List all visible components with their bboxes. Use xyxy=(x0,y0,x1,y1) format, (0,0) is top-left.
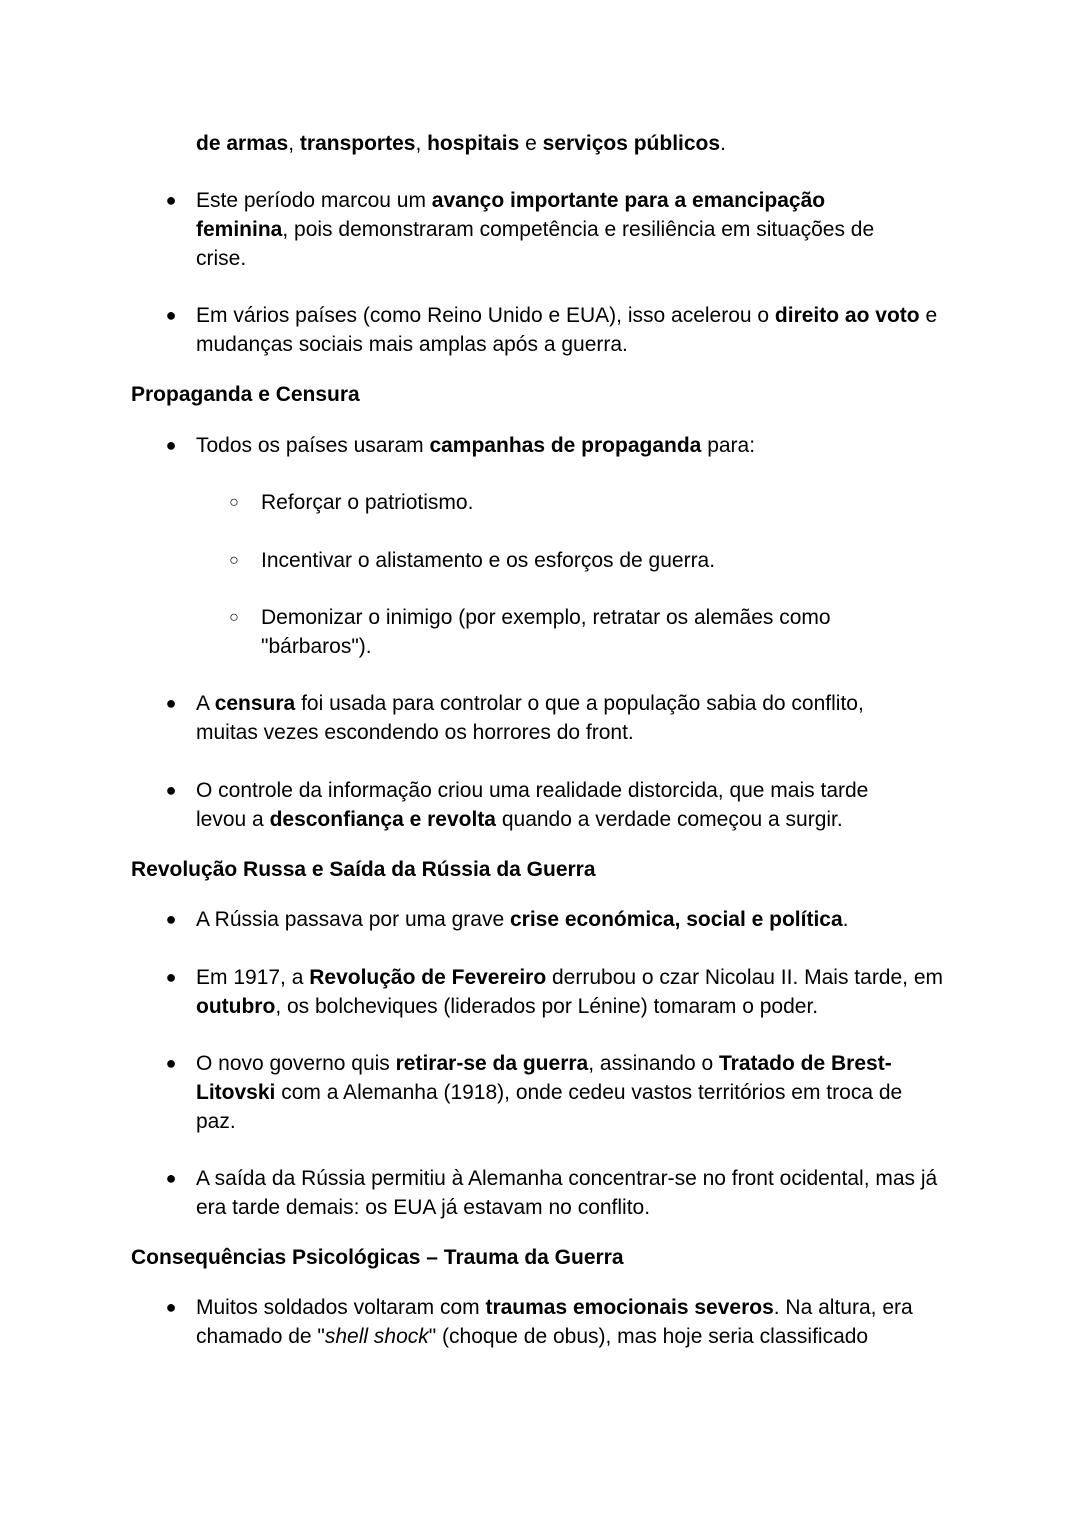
continuation-paragraph xyxy=(196,129,956,158)
text: . xyxy=(842,908,849,931)
list-item xyxy=(196,963,956,1021)
list-item xyxy=(196,905,956,934)
text-bold: retirar-se da guerra xyxy=(395,1052,589,1075)
text-bold: Tratado de Brest-Litovski xyxy=(196,1052,892,1104)
bullet-icon: ● xyxy=(165,190,177,210)
bullet-icon: ● xyxy=(165,909,177,929)
text: Este período marcou um xyxy=(196,189,432,212)
text: O controle da informação criou uma realidade distorcida, que mais tarde levou a xyxy=(196,779,869,831)
sub-bullet-icon: ○ xyxy=(229,552,239,569)
bullet-icon: ● xyxy=(165,435,177,455)
section-heading: Revolução Russa e Saída da Rússia da Guerra xyxy=(131,858,596,881)
text: e xyxy=(519,132,543,155)
text: e mudanças sociais mais amplas após a guerra. xyxy=(196,304,938,356)
text-bold: traumas emocionais severos xyxy=(485,1296,774,1319)
text-bold: hospitais xyxy=(427,132,520,155)
text-bold: crise económica, social e política xyxy=(510,908,843,931)
text: O novo governo quis xyxy=(196,1052,396,1075)
text-bold: campanhas de propaganda xyxy=(429,434,702,457)
text: Muitos soldados voltaram com xyxy=(196,1296,486,1319)
bullet-icon: ● xyxy=(165,1297,177,1317)
text: , xyxy=(288,132,300,155)
text: A saída da Rússia permitiu à Alemanha concentrar-se no front ocidental, mas já era tarde demais: os EUA já estavam no conflito. xyxy=(196,1167,938,1219)
text: quando a verdade começou a surgir. xyxy=(496,808,843,831)
sub-list-item: Reforçar o patriotismo. xyxy=(261,491,474,514)
list-item xyxy=(196,776,916,834)
text: derrubou o czar Nicolau II. Mais tarde, em xyxy=(546,966,944,989)
text-bold: direito ao voto xyxy=(774,304,920,327)
list-item xyxy=(196,1049,926,1136)
list-item xyxy=(196,301,966,359)
text: " (choque de obus), mas hoje seria classificado xyxy=(428,1325,869,1348)
text: foi usada para controlar o que a população sabia do conflito, muitas vezes escondendo os horrores do front. xyxy=(196,692,864,744)
text-italic: shell shock xyxy=(324,1325,429,1348)
text: Em 1917, a xyxy=(196,966,310,989)
text-bold: de armas xyxy=(196,132,289,155)
bullet-icon: ● xyxy=(165,1168,177,1188)
text: para: xyxy=(701,434,756,457)
sub-bullet-icon: ○ xyxy=(229,609,239,626)
text: , os bolcheviques (liderados por Lénine) tomaram o poder. xyxy=(275,995,819,1018)
text: , assinando o xyxy=(588,1052,719,1075)
text: A Rússia passava por uma grave xyxy=(196,908,510,931)
text-bold: censura xyxy=(214,692,296,715)
list-item xyxy=(196,1164,966,1222)
text: . xyxy=(720,132,726,155)
bullet-icon: ● xyxy=(165,693,177,713)
text: Todos os países usaram xyxy=(196,434,430,457)
section-heading: Consequências Psicológicas – Trauma da Guerra xyxy=(131,1246,624,1269)
text: A xyxy=(196,692,215,715)
bullet-icon: ● xyxy=(165,1053,177,1073)
sub-bullet-icon: ○ xyxy=(229,494,239,511)
list-item xyxy=(196,1293,956,1351)
text: com a Alemanha (1918), onde cedeu vastos territórios em troca de paz. xyxy=(196,1081,903,1133)
text: , xyxy=(415,132,428,155)
section-heading: Propaganda e Censura xyxy=(131,383,360,406)
list-item xyxy=(196,186,916,273)
text-bold: serviços públicos xyxy=(542,132,721,155)
list-item xyxy=(196,431,956,460)
text: Em vários países (como Reino Unido e EUA), isso acelerou o xyxy=(196,304,775,327)
text-bold: transportes xyxy=(299,132,416,155)
bullet-icon: ● xyxy=(165,305,177,325)
text-bold: Revolução de Fevereiro xyxy=(309,966,547,989)
text-bold: avanço importante para a emancipação feminina xyxy=(196,189,826,241)
text: . Na altura, era chamado de " xyxy=(196,1296,913,1348)
bullet-icon: ● xyxy=(165,967,177,987)
text: , pois demonstraram competência e resiliência em situações de crise. xyxy=(196,218,875,270)
sub-list-item: Demonizar o inimigo (por exemplo, retratar os alemães como "bárbaros"). xyxy=(261,606,831,658)
text-bold: outubro xyxy=(196,995,276,1018)
list-item xyxy=(196,689,916,747)
sub-list-item: Incentivar o alistamento e os esforços de guerra. xyxy=(261,549,716,572)
bullet-icon: ● xyxy=(165,780,177,800)
text-bold: desconfiança e revolta xyxy=(269,808,496,831)
